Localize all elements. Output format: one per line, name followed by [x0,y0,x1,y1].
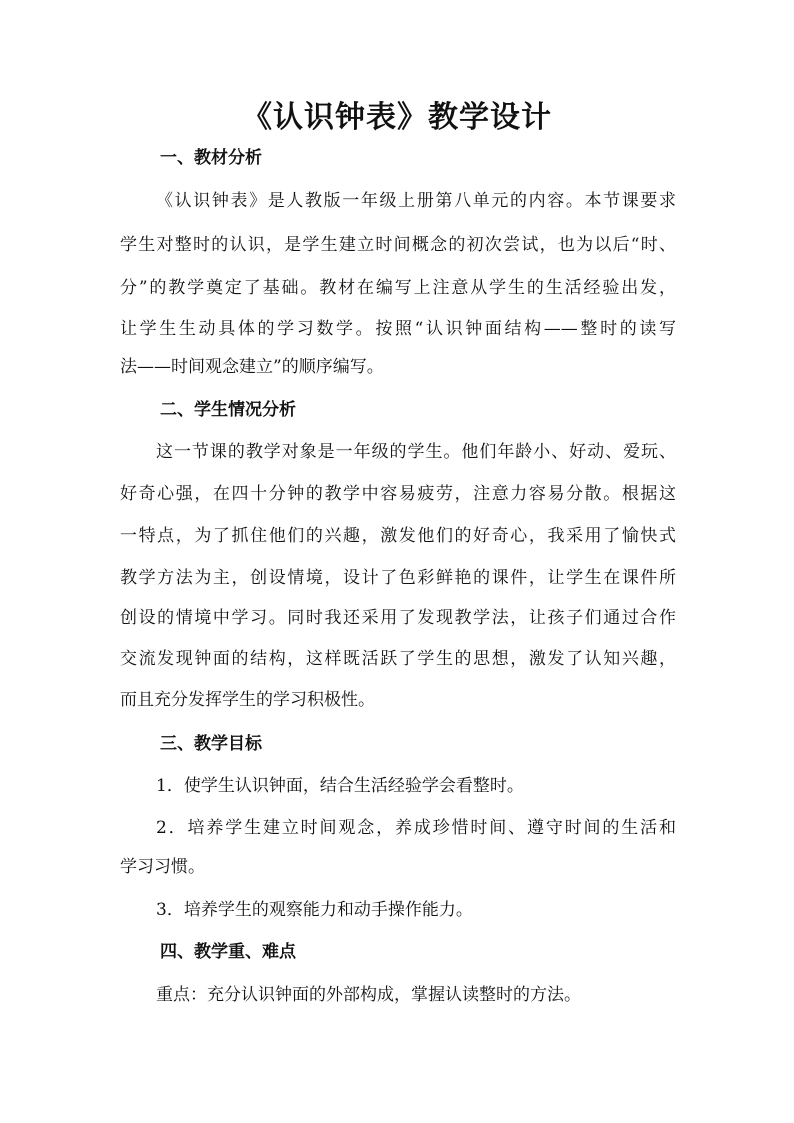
paragraph-line: 让学生生动具体的学习数学。按照“认识钟面结构——整时的读写 [120,319,676,339]
list-item: 3．培养学生的观察能力和动手操作能力。 [156,900,473,920]
section-heading-textbook-analysis: 一、教材分析 [160,148,262,168]
list-item: 2．培养学生建立时间观念，养成珍惜时间、遵守时间的生活和 [156,818,676,838]
paragraph-line: 这一节课的教学对象是一年级的学生。他们年龄小、好动、爱玩、 [156,442,676,462]
paragraph-line: 法——时间观念建立”的顺序编写。 [120,357,384,377]
paragraph-line: 教学方法为主，创设情境，设计了色彩鲜艳的课件，让学生在课件所 [120,568,676,588]
paragraph-line: 一特点，为了抓住他们的兴趣，激发他们的好奇心，我采用了愉快式 [120,526,676,546]
paragraph-line: 创设的情境中学习。同时我还采用了发现教学法，让孩子们通过合作 [120,608,676,628]
section-heading-student-analysis: 二、学生情况分析 [160,400,296,420]
paragraph-line: 而且充分发挥学生的学习积极性。 [120,690,375,710]
document-title: 《认识钟表》教学设计 [242,100,552,135]
paragraph-line: 学生对整时的认识，是学生建立时间概念的初次尝试，也为以后“时、 [120,235,676,255]
list-item-continuation: 学习习惯。 [120,857,205,877]
paragraph-line: 交流发现钟面的结构，这样既活跃了学生的思想，激发了认知兴趣， [120,649,676,669]
list-item: 1．使学生认识钟面，结合生活经验学会看整时。 [156,776,524,796]
section-heading-key-difficult-points: 四、教学重、难点 [160,942,296,962]
section-heading-teaching-objectives: 三、教学目标 [160,734,262,754]
paragraph-line: 《认识钟表》是人教版一年级上册第八单元的内容。本节课要求 [156,191,676,211]
paragraph-line: 分”的教学奠定了基础。教材在编写上注意从学生的生活经验出发， [120,278,676,298]
paragraph-line: 重点：充分认识钟面的外部构成，掌握认读整时的方法。 [156,985,581,1005]
paragraph-line: 好奇心强，在四十分钟的教学中容易疲劳，注意力容易分散。根据这 [120,484,676,504]
